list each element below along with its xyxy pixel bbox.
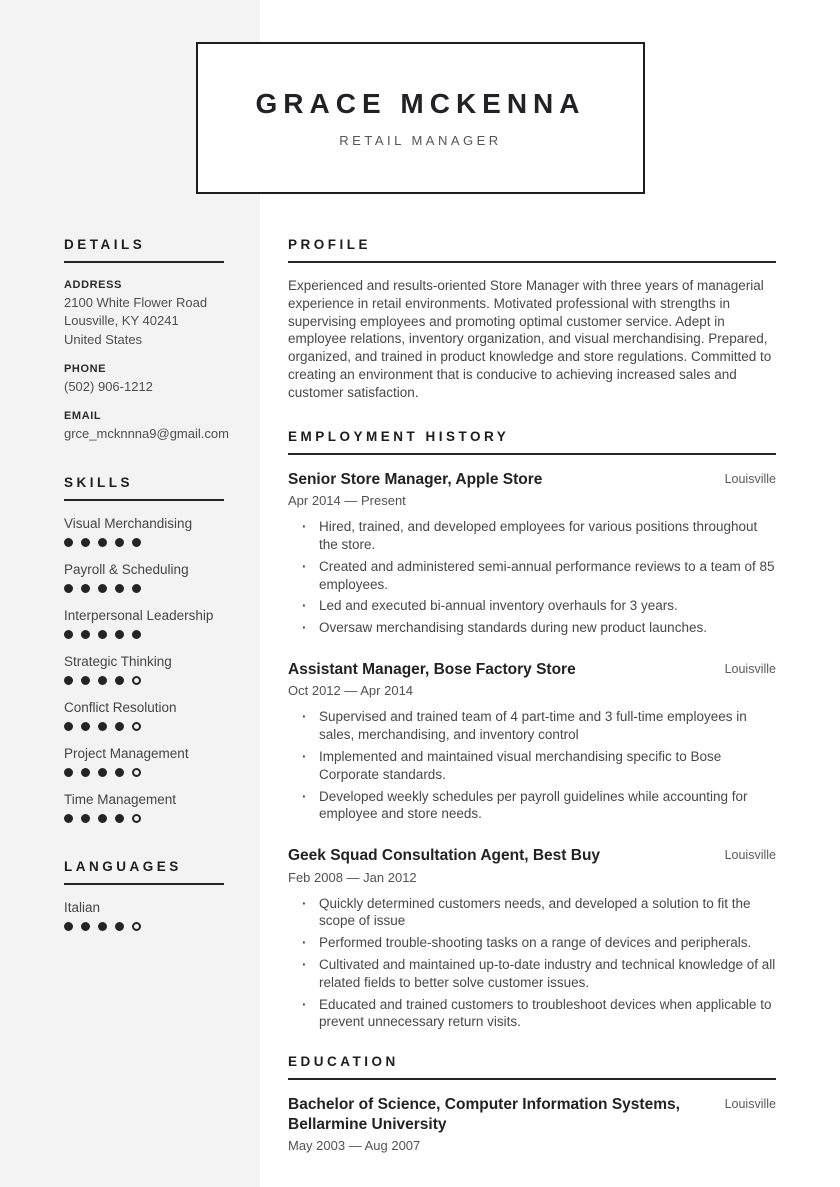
skill-level-dots [64, 722, 224, 731]
job-bullet: · Performed trouble-shooting tasks on a range of devices and peripherals. [288, 934, 776, 952]
skill-item [64, 792, 224, 823]
degree-entry [288, 1095, 776, 1153]
skill-item [64, 516, 224, 547]
address-line: 2100 White Flower Road [64, 295, 208, 310]
level-dot-filled [81, 538, 90, 547]
skill-item [64, 700, 224, 731]
education-heading: EDUCATION [288, 1054, 776, 1080]
level-dot-filled [81, 584, 90, 593]
job-bullet: · Hired, trained, and developed employees for various positions throughout the store. [288, 518, 776, 554]
job-bullet: · Oversaw merchandising standards during new product launches. [288, 619, 776, 637]
skill-item [64, 654, 224, 685]
address-label: ADDRESS [64, 279, 122, 291]
level-dot-filled [98, 768, 107, 777]
job-bullet: · Implemented and maintained visual merchandising specific to Bose Corporate standards. [288, 748, 776, 784]
skill-item [64, 562, 224, 593]
email-label: EMAIL [64, 410, 102, 423]
level-dot-filled [64, 538, 73, 547]
level-dot-filled [115, 922, 124, 931]
level-dot-filled [64, 630, 73, 639]
job-title: Geek Squad Consultation Agent, Best Buy [288, 847, 601, 865]
level-dot-filled [132, 538, 141, 547]
skill-level-dots [64, 630, 224, 639]
skill-name: Visual Merchandising [64, 515, 193, 531]
job-location: Louisville [724, 471, 776, 486]
phone-value: (502) 906-1212 [64, 378, 153, 394]
job-bullets [288, 895, 776, 1032]
job-bullet: · Educated and trained customers to troubleshoot devices when applicable to prevent unnecessary return visits. [288, 996, 776, 1032]
job-location: Louisville [724, 661, 776, 676]
job-bullet: · Led and executed bi-annual inventory overhauls for 3 years. [288, 597, 776, 615]
level-dot-filled [98, 676, 107, 685]
skill-name: Conflict Resolution [64, 699, 177, 715]
level-dot-filled [64, 922, 73, 931]
job-dates: Feb 2008 — Jan 2012 [288, 869, 417, 885]
level-dot-filled [81, 768, 90, 777]
email-value: grce_mcknnna9@gmail.com [64, 426, 229, 442]
job-bullet: · Created and administered semi-annual performance reviews to a team of 85 employees. [288, 558, 776, 594]
level-dot-filled [98, 630, 107, 639]
skill-level-dots [64, 814, 224, 823]
person-job-title: RETAIL MANAGER [339, 133, 502, 148]
main-content [288, 237, 776, 1153]
profile-heading: PROFILE [288, 237, 776, 263]
job-entry [288, 660, 776, 823]
level-dot-filled [81, 814, 90, 823]
level-dot-empty [132, 922, 141, 931]
address-line: United States [64, 331, 143, 347]
skills-section [64, 475, 224, 823]
level-dot-filled [132, 584, 141, 593]
skill-item [64, 746, 224, 777]
details-section [64, 237, 229, 442]
skills-heading: SKILLS [64, 475, 224, 501]
level-dot-filled [81, 630, 90, 639]
skill-name: Payroll & Scheduling [64, 561, 189, 577]
level-dot-filled [115, 768, 124, 777]
languages-section [64, 859, 224, 931]
employment-section [288, 429, 776, 1032]
job-bullet: · Quickly determined customers needs, and developed a solution to fit the scope of issue [288, 895, 776, 931]
level-dot-filled [115, 584, 124, 593]
language-name: Italian [64, 899, 101, 915]
job-bullets [288, 518, 776, 637]
level-dot-filled [81, 922, 90, 931]
level-dot-filled [98, 922, 107, 931]
level-dot-filled [115, 814, 124, 823]
level-dot-filled [81, 722, 90, 731]
job-title: Assistant Manager, Bose Factory Store [288, 660, 576, 678]
level-dot-filled [98, 814, 107, 823]
job-header [288, 660, 776, 679]
job-header [288, 470, 776, 489]
level-dot-empty [132, 676, 141, 685]
job-dates: Apr 2014 — Present [288, 493, 406, 509]
level-dot-empty [132, 722, 141, 731]
job-entry [288, 846, 776, 1031]
skill-name: Strategic Thinking [64, 653, 172, 669]
level-dot-filled [98, 538, 107, 547]
level-dot-filled [64, 676, 73, 685]
level-dot-empty [132, 814, 141, 823]
profile-text: Experienced and results-oriented Store Manager with three years of managerial experience in retail environments. Motivated professional with strengths in supervising employees and promoting optimal customer service. Adept in employee relations, inventory organization, and visual merchandising. Prepared, organized, and trained in product knowledge and store regulations. Committed to creating an environment that is conducive to achieving increased sales and customer satisfaction. [288, 278, 772, 400]
skill-level-dots [64, 676, 224, 685]
degree-title: Bachelor of Science, Computer Information Systems, Bellarmine University [288, 1096, 680, 1133]
level-dot-filled [115, 538, 124, 547]
level-dot-filled [64, 584, 73, 593]
job-bullet: · Developed weekly schedules per payroll guidelines while accounting for employee and store needs. [288, 788, 776, 824]
languages-heading: LANGUAGES [64, 859, 224, 885]
level-dot-filled [115, 630, 124, 639]
level-dot-empty [132, 768, 141, 777]
skill-level-dots [64, 538, 224, 547]
skill-item [64, 608, 224, 639]
skill-level-dots [64, 768, 224, 777]
language-item [64, 900, 224, 931]
skill-level-dots [64, 584, 224, 593]
degree-dates: May 2003 — Aug 2007 [288, 1138, 421, 1153]
details-heading: DETAILS [64, 237, 224, 263]
education-section [288, 1054, 776, 1153]
job-dates: Oct 2012 — Apr 2014 [288, 683, 414, 699]
profile-section [288, 237, 776, 402]
skill-name: Project Management [64, 745, 189, 761]
skill-name: Time Management [64, 791, 177, 807]
level-dot-filled [115, 676, 124, 685]
level-dot-filled [64, 768, 73, 777]
level-dot-filled [64, 722, 73, 731]
degree-location: Louisville [724, 1097, 776, 1112]
job-entry [288, 470, 776, 637]
phone-label: PHONE [64, 362, 107, 375]
job-bullet: · Cultivated and maintained up-to-date industry and technical knowledge of all related fields to better solve customer issues. [288, 956, 776, 992]
person-name: GRACE MCKENNA [255, 88, 586, 119]
sidebar [64, 237, 229, 931]
job-header [288, 846, 776, 865]
degree-header [288, 1095, 776, 1134]
address-line: Lousville, KY 40241 [64, 313, 179, 329]
language-level-dots [64, 922, 224, 931]
job-bullet: · Supervised and trained team of 4 part-time and 3 full-time employees in sales, merchandising, and inventory control [288, 708, 776, 744]
job-bullets [288, 708, 776, 823]
level-dot-filled [132, 630, 141, 639]
header-name-box [196, 42, 645, 194]
level-dot-filled [64, 814, 73, 823]
level-dot-filled [98, 722, 107, 731]
job-title: Senior Store Manager, Apple Store [288, 470, 543, 488]
skill-name: Interpersonal Leadership [64, 607, 214, 623]
level-dot-filled [98, 584, 107, 593]
level-dot-filled [115, 722, 124, 731]
employment-heading: EMPLOYMENT HISTORY [288, 429, 776, 455]
job-location: Louisville [724, 848, 776, 863]
address-value [64, 295, 224, 347]
level-dot-filled [81, 676, 90, 685]
